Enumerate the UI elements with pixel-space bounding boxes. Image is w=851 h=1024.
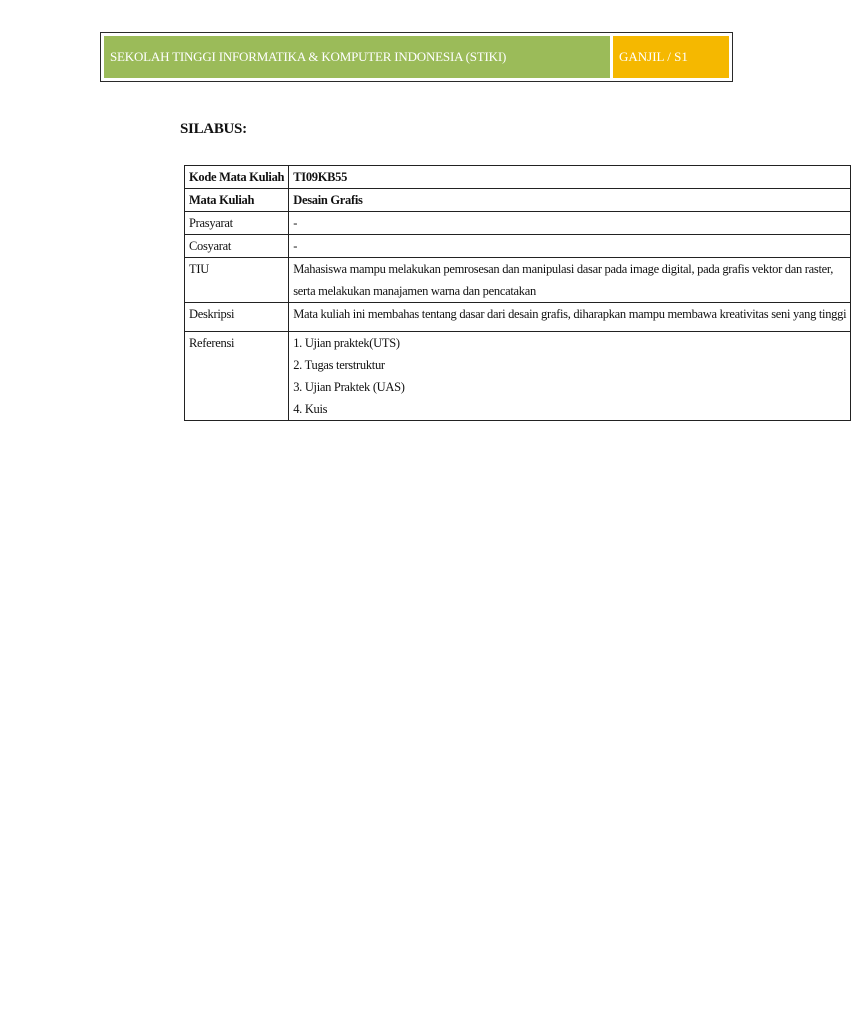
tiu-label: TIU <box>185 258 289 303</box>
table-row <box>185 189 851 212</box>
prasyarat-label: Prasyarat <box>185 212 289 235</box>
list-item: 4. Kuis <box>293 402 328 416</box>
list-item: 1. Ujian praktek(UTS) <box>293 336 400 350</box>
deskripsi-label: Deskripsi <box>185 303 289 332</box>
table-row <box>185 212 851 235</box>
deskripsi-value: Mata kuliah ini membahas tentang dasar dari desain grafis, diharapkan mampu membawa kreativitas seni yang tinggi <box>289 303 851 332</box>
cosyarat-label: Cosyarat <box>185 235 289 258</box>
section-title: SILABUS: <box>180 121 247 137</box>
referensi-label: Referensi <box>185 332 289 421</box>
table-row <box>185 258 851 303</box>
table-row <box>185 303 851 332</box>
kode-label: Kode Mata Kuliah <box>185 166 289 189</box>
table-row <box>185 235 851 258</box>
referensi-list <box>289 332 851 421</box>
document-header <box>100 32 733 82</box>
matkul-value: Desain Grafis <box>289 189 851 212</box>
cosyarat-value: - <box>289 235 851 258</box>
prasyarat-value: - <box>289 212 851 235</box>
tiu-line: Mahasiswa mampu melakukan pemrosesan dan manipulasi dasar pada image digital, pada grafis vektor dan raster, <box>293 262 834 276</box>
table-row <box>185 332 851 421</box>
list-item: 2. Tugas terstruktur <box>293 358 385 372</box>
tiu-value <box>289 258 851 303</box>
kode-value: TI09KB55 <box>289 166 851 189</box>
matkul-label: Mata Kuliah <box>185 189 289 212</box>
institution-name: SEKOLAH TINGGI INFORMATIKA & KOMPUTER INDONESIA (STIKI) <box>104 36 610 78</box>
syllabus-table <box>184 165 851 421</box>
table-row <box>185 166 851 189</box>
semester-label: GANJIL / S1 <box>613 36 729 78</box>
list-item: 3. Ujian Praktek (UAS) <box>293 380 405 394</box>
tiu-line: serta melakukan manajamen warna dan pencatakan <box>293 284 536 298</box>
